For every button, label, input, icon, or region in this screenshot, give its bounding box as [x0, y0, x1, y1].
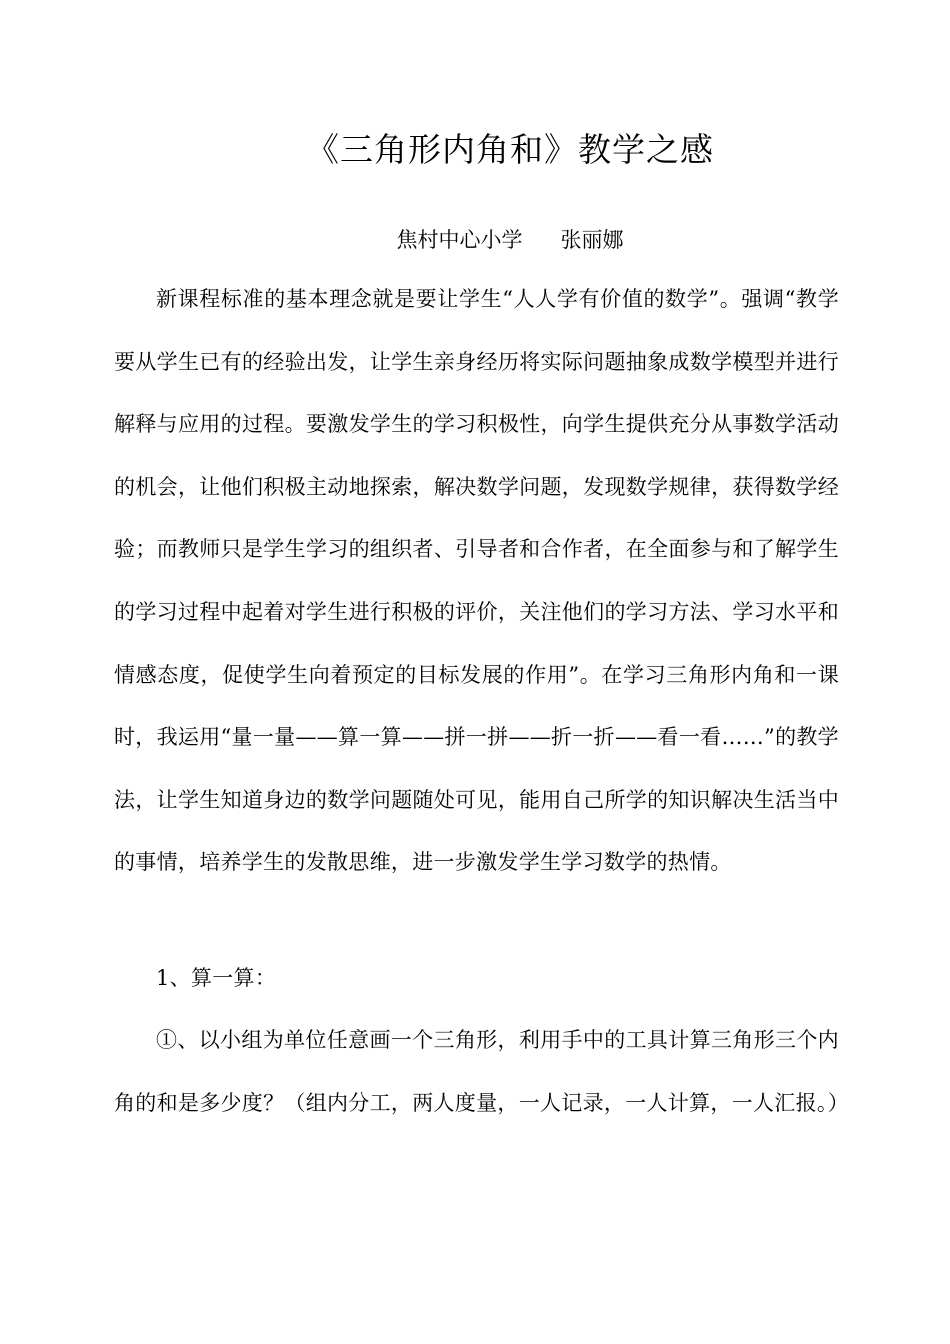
- author-line: [0, 225, 950, 255]
- document-title: 《三角形内角和》教学之感: [306, 130, 714, 169]
- paragraph-text: ①、以小组为单位任意画一个三角形，利用手中的工具计算三角形三个内角的和是多少度？（组内分工，两人度量，一人记录，一人计算，一人汇报。）: [114, 1028, 849, 1115]
- paragraph-text: 新课程标准的基本理念就是要让学生“人人学有价值的数学”。强调“教学要从学生已有的经验出发，让学生亲身经历将实际问题抽象成数学模型并进行解释与应用的过程。要激发学生的学习积极性，向学生提供充分从事数学活动的机会，让他们积极主动地探索，解决数学问题，发现数学规律，获得数学经验；而教师只是学生学习的组织者、引导者和合作者，在全面参与和了解学生的学习过程中起着对学生进行积极的评价，关注他们的学习方法、学习水平和情感态度，促使学生向着预定的目标发展的作用”。在学习三角形内角和一课时，我运用“量一量——算一算——拼一拼——折一折——看一看……”的教学法，让学生知道身边的数学问题随处可见，能用自己所学的知识解决生活当中的事情，培养学生的发散思维，进一步激发学生学习数学的热情。: [114, 287, 839, 875]
- author-name: 张丽娜: [560, 228, 624, 252]
- paragraph-activity: [114, 1009, 849, 1134]
- section-heading-text: 1、算一算：: [156, 966, 277, 990]
- paragraph-intro: [114, 268, 839, 894]
- author-school: 焦村中心小学: [396, 228, 523, 252]
- section-heading: [114, 947, 839, 1010]
